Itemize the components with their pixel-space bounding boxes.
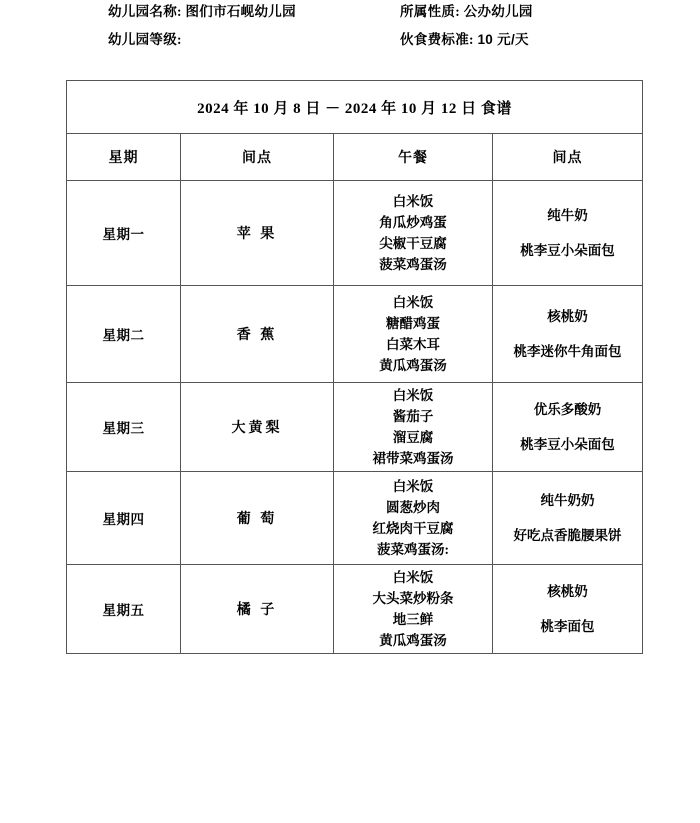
column-header-weekday: 星期 [67,134,181,181]
menu-title: 2024 年 10 月 8 日 － 2024 年 10 月 12 日 食谱 [67,81,643,134]
spacer [493,511,642,525]
kindergarten-name-value: 图们市石岘幼儿园 [185,4,296,19]
afternoon-snack-item: 桃李豆小朵面包 [520,243,615,258]
lunch-item: 白米饭 [392,570,434,585]
ownership-type-label: 所属性质: [400,4,460,19]
meal-fee-standard-value: 10 元/天 [477,32,529,47]
afternoon-snack-cell [493,181,643,286]
afternoon-snack-item: 桃李迷你牛角面包 [513,344,622,359]
afternoon-snack-item: 核桃奶 [547,309,588,324]
lunch-item: 角瓜炒鸡蛋 [379,215,447,230]
info-row-1 [0,0,700,28]
morning-snack-cell: 苹 果 [181,181,334,286]
morning-snack-cell: 橘 子 [181,565,334,654]
lunch-cell [334,286,493,383]
weekday-cell: 星期四 [67,472,181,565]
weekly-menu-table [66,80,643,654]
lunch-cell [334,472,493,565]
weekday-cell: 星期二 [67,286,181,383]
afternoon-snack-item: 桃李豆小朵面包 [520,437,615,452]
morning-snack-cell: 大黄梨 [181,383,334,472]
column-header-lunch: 午餐 [334,134,493,181]
lunch-item: 尖椒干豆腐 [379,236,447,251]
ownership-type-field [400,0,700,20]
lunch-item: 圆葱炒肉 [386,500,440,515]
kindergarten-name-field [108,0,400,20]
lunch-item: 地三鲜 [392,612,434,627]
afternoon-snack-item: 桃李面包 [540,619,595,634]
table-row [67,383,643,472]
lunch-item: 糖醋鸡蛋 [386,316,440,331]
lunch-item: 溜豆腐 [392,430,434,445]
table-row [67,565,643,654]
spacer [493,420,642,434]
lunch-cell [334,565,493,654]
lunch-item: 白米饭 [392,194,434,209]
column-header-morning-snack: 间点 [181,134,334,181]
info-row-2 [0,28,700,56]
afternoon-snack-item: 纯牛奶 [547,208,588,223]
afternoon-snack-item: 好吃点香脆腰果饼 [513,528,622,543]
morning-snack-cell: 葡 萄 [181,472,334,565]
lunch-item: 黄瓜鸡蛋汤 [379,358,447,373]
kindergarten-level-label: 幼儿园等级: [108,32,182,47]
kindergarten-level-field [108,28,400,48]
lunch-cell [334,181,493,286]
table-row [67,286,643,383]
kindergarten-name-label: 幼儿园名称: [108,4,182,19]
ownership-type-value: 公办幼儿园 [463,4,533,19]
spacer [493,226,642,240]
lunch-item: 菠菜鸡蛋汤 [379,257,447,272]
lunch-item: 白米饭 [392,295,434,310]
afternoon-snack-cell [493,286,643,383]
lunch-item: 白米饭 [392,388,434,403]
column-header-afternoon-snack: 间点 [493,134,643,181]
afternoon-snack-cell [493,472,643,565]
afternoon-snack-cell [493,383,643,472]
lunch-item: 白菜木耳 [386,337,440,352]
afternoon-snack-item: 纯牛奶奶 [540,493,595,508]
spacer [493,327,642,341]
weekday-cell: 星期三 [67,383,181,472]
weekday-cell: 星期五 [67,565,181,654]
table-row [67,181,643,286]
table-header-row [67,134,643,181]
table-title-row [67,81,643,134]
afternoon-snack-item: 优乐多酸奶 [533,402,602,417]
lunch-item: 红烧肉干豆腐 [372,521,454,536]
afternoon-snack-cell [493,565,643,654]
weekday-cell: 星期一 [67,181,181,286]
table-row [67,472,643,565]
kindergarten-info-block [0,0,700,56]
meal-fee-standard-field [400,28,700,48]
lunch-item: 黄瓜鸡蛋汤 [379,633,447,648]
lunch-item: 裙带菜鸡蛋汤 [372,451,454,466]
lunch-cell [334,383,493,472]
lunch-item: 酱茄子 [392,409,434,424]
morning-snack-cell: 香 蕉 [181,286,334,383]
meal-fee-standard-label: 伙食费标准: [400,32,474,47]
spacer [493,602,642,616]
lunch-item: 大头菜炒粉条 [372,591,454,606]
lunch-item: 白米饭 [392,479,434,494]
lunch-item: 菠菜鸡蛋汤: [377,542,449,557]
afternoon-snack-item: 核桃奶 [547,584,588,599]
